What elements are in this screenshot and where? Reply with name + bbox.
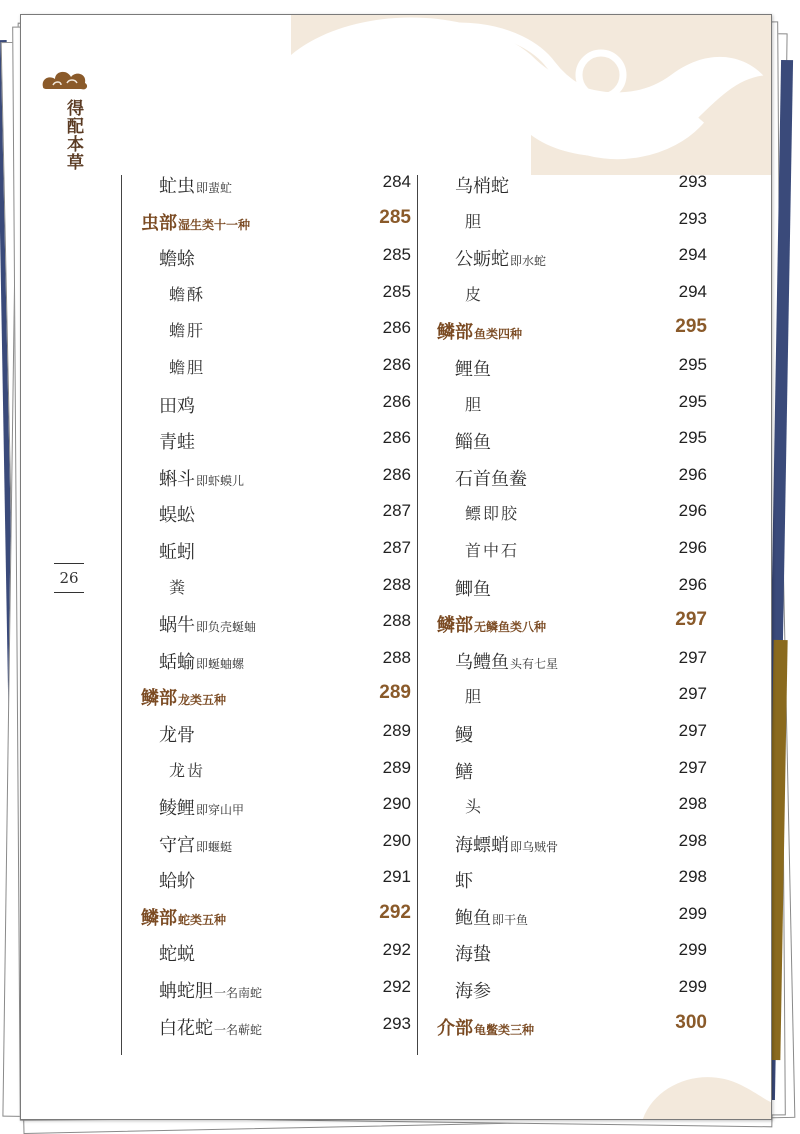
- cloud-pattern-decoration: [271, 15, 771, 175]
- entry-title: 乌鳢鱼: [455, 651, 509, 673]
- toc-entry-name: [455, 867, 473, 893]
- toc-section-heading: [141, 897, 411, 934]
- toc-entry: [437, 787, 707, 824]
- entry-title: 龙齿: [169, 760, 206, 780]
- entry-note: 鱼类四种: [474, 327, 523, 342]
- toc-entry: [141, 568, 411, 605]
- toc-entry-name: [159, 648, 244, 674]
- toc-page-number: 300: [675, 1011, 707, 1033]
- toc-entry: [141, 860, 411, 897]
- entry-title: 鳞部: [141, 907, 177, 929]
- toc-page-number: 299: [678, 903, 707, 923]
- entry-title: 首中石: [465, 540, 520, 560]
- toc-entry: [141, 494, 411, 531]
- entry-note: 即水蛇: [510, 254, 547, 269]
- toc-page-number: 291: [382, 867, 411, 887]
- toc-entry-name: [455, 721, 473, 747]
- entry-title: 蟾蜍: [159, 249, 195, 271]
- entry-note: 即蜚虻: [196, 181, 233, 195]
- toc-entry-name: [465, 684, 483, 707]
- toc-page-number: 298: [678, 794, 707, 814]
- toc-entry: [437, 897, 707, 934]
- cloud-pattern-decoration: [641, 1065, 772, 1120]
- toc-entry-name: [437, 1014, 534, 1040]
- toc-entry-name: [159, 172, 232, 198]
- toc-column-left: [141, 165, 411, 1043]
- toc-entry-name: [465, 209, 483, 232]
- toc-entry: [437, 202, 707, 239]
- toc-entry-name: [465, 392, 483, 415]
- toc-entry: [437, 275, 707, 312]
- toc-page-number: 289: [382, 720, 411, 740]
- toc-entry: [437, 458, 707, 495]
- entry-title: 皮: [465, 284, 484, 304]
- book-title-vertical: 得配本草: [63, 99, 83, 171]
- entry-title: 胆: [465, 687, 484, 707]
- toc-entry-name: [465, 282, 483, 305]
- toc-page-number: 285: [382, 281, 411, 301]
- toc-entry: [437, 568, 707, 605]
- entry-note: 即干鱼: [492, 912, 529, 927]
- entry-title: 鳞部: [141, 688, 177, 710]
- toc-page-number: 294: [678, 245, 707, 265]
- entry-title: 蝌斗: [159, 468, 195, 490]
- entry-note: 头有七星: [510, 656, 559, 671]
- toc-page-number: 286: [382, 318, 411, 338]
- entry-title: 蛤蚧: [159, 871, 195, 893]
- toc-entry: [437, 238, 707, 275]
- toc-entry-name: [159, 1014, 262, 1040]
- auspicious-cloud-icon: [39, 67, 91, 95]
- toc-page-number: 294: [678, 281, 707, 301]
- entry-title: 鲻鱼: [455, 432, 491, 454]
- toc-entry: [141, 641, 411, 678]
- toc-page-number: 298: [678, 867, 707, 887]
- toc-page-number: 298: [678, 830, 707, 850]
- column-divider: [417, 175, 418, 1055]
- toc-entry: [437, 494, 707, 531]
- toc-entry: [141, 458, 411, 495]
- entry-note: 即负壳蜒蚰: [196, 620, 257, 635]
- toc-page-number: 285: [379, 206, 411, 228]
- entry-note: 即虾蟆儿: [196, 473, 245, 488]
- toc-entry-name: [169, 758, 205, 781]
- entry-title: 胆: [465, 211, 484, 231]
- toc-entry: [141, 787, 411, 824]
- toc-page-number: 284: [382, 172, 411, 191]
- entry-note: 即蜒蚰螺: [196, 656, 245, 671]
- toc-entry-name: [159, 428, 195, 454]
- entry-title: 蛞蝓: [159, 651, 195, 673]
- toc-page-number: 296: [678, 574, 707, 594]
- entry-title: 胆: [465, 394, 484, 414]
- entry-note: 蛇类五种: [178, 912, 227, 927]
- entry-title: 鲤鱼: [455, 358, 491, 380]
- toc-entry-name: [455, 575, 491, 601]
- toc-page-number: 287: [382, 501, 411, 521]
- toc-entry-name: [159, 867, 195, 893]
- toc-entry: [141, 970, 411, 1007]
- toc-entry: [437, 751, 707, 788]
- entry-note: 即乌贼骨: [510, 839, 559, 854]
- entry-title: 白花蛇: [159, 1017, 213, 1039]
- toc-page-number: 296: [678, 537, 707, 557]
- toc-entry-name: [169, 318, 205, 341]
- entry-title: 龙骨: [159, 724, 195, 746]
- toc-page-number: 285: [382, 245, 411, 265]
- entry-title: 虾: [455, 871, 473, 893]
- toc-entry: [437, 860, 707, 897]
- toc-page-number: 292: [382, 940, 411, 960]
- toc-entry: [141, 348, 411, 385]
- toc-page-number: 289: [382, 757, 411, 777]
- toc-page-number: 297: [678, 647, 707, 667]
- toc-entry: [141, 1007, 411, 1044]
- toc-section-heading: [437, 1007, 707, 1044]
- toc-entry-name: [455, 355, 491, 381]
- toc-entry: [141, 933, 411, 970]
- toc-entry-name: [455, 940, 491, 966]
- entry-title: 蜗牛: [159, 615, 195, 637]
- entry-title: 田鸡: [159, 395, 195, 417]
- toc-entry-name: [159, 538, 195, 564]
- toc-entry-name: [169, 282, 205, 305]
- toc-page-number: 292: [382, 977, 411, 997]
- toc-page-number: 293: [382, 1013, 411, 1033]
- toc-entry-name: [159, 611, 256, 637]
- entry-note: 龙类五种: [178, 693, 227, 708]
- toc-entry: [141, 275, 411, 312]
- toc-entry: [437, 677, 707, 714]
- toc-entry-name: [159, 392, 195, 418]
- entry-title: 蜈蚣: [159, 505, 195, 527]
- toc-entry: [141, 604, 411, 641]
- toc-entry: [141, 165, 411, 202]
- toc-entry-name: [159, 977, 262, 1003]
- toc-page-number: 297: [678, 720, 707, 740]
- entry-note: 即蝘蜓: [196, 839, 233, 854]
- toc-page-number: 288: [382, 611, 411, 631]
- entry-note: 一名蕲蛇: [214, 1022, 263, 1037]
- page-number-box: [54, 563, 84, 593]
- toc-entry: [141, 714, 411, 751]
- entry-title: 蚺蛇胆: [159, 981, 213, 1003]
- toc-entry: [437, 933, 707, 970]
- entry-title: 海蛰: [455, 944, 491, 966]
- toc-page-number: 295: [678, 391, 707, 411]
- toc-page-number: 296: [678, 501, 707, 521]
- toc-page-number: 286: [382, 428, 411, 448]
- toc-page-number: 295: [678, 428, 707, 448]
- toc-entry: [437, 641, 707, 678]
- toc-entry-name: [455, 465, 527, 491]
- toc-column-right: [437, 165, 707, 1043]
- toc-entry-name: [159, 940, 195, 966]
- toc-entry-name: [159, 831, 232, 857]
- toc-entry-name: [141, 209, 250, 235]
- toc-entry: [141, 751, 411, 788]
- toc-entry-name: [455, 904, 528, 930]
- column-divider: [121, 175, 122, 1055]
- toc-section-heading: [437, 604, 707, 641]
- toc-entry-name: [465, 501, 519, 524]
- toc-entry: [437, 165, 707, 202]
- toc-entry-name: [159, 465, 244, 491]
- toc-page-number: 299: [678, 977, 707, 997]
- toc-entry: [437, 385, 707, 422]
- entry-title: 鲍鱼: [455, 907, 491, 929]
- entry-title: 鳝: [455, 761, 473, 783]
- entry-note: 湿生类十一种: [178, 217, 251, 232]
- toc-entry: [437, 348, 707, 385]
- toc-page-number: 287: [382, 537, 411, 557]
- toc-entry-name: [455, 831, 558, 857]
- toc-entry-name: [169, 355, 205, 378]
- toc-page-number: 293: [678, 172, 707, 191]
- toc-entry-name: [437, 318, 522, 344]
- toc-entry-name: [455, 648, 558, 674]
- toc-entry-name: [141, 904, 226, 930]
- toc-entry: [437, 421, 707, 458]
- toc-entry-name: [465, 538, 519, 561]
- entry-title: 粪: [169, 577, 188, 597]
- entry-title: 头: [465, 797, 484, 817]
- book-page: [20, 14, 772, 1120]
- toc-page-number: 292: [379, 901, 411, 923]
- entry-note: 无鳞鱼类八种: [474, 620, 547, 635]
- toc-entry-name: [141, 684, 226, 710]
- entry-title: 虻虫: [159, 176, 195, 197]
- toc-page-number: 288: [382, 647, 411, 667]
- toc-page-number: 290: [382, 830, 411, 850]
- entry-title: 鲮鲤: [159, 798, 195, 820]
- toc-page-number: 297: [678, 684, 707, 704]
- toc-entry-name: [455, 977, 491, 1003]
- toc-entry: [437, 970, 707, 1007]
- toc-entry-name: [455, 758, 473, 784]
- entry-title: 蛇蜕: [159, 944, 195, 966]
- entry-title: 公蛎蛇: [455, 249, 509, 271]
- entry-title: 蟾酥: [169, 284, 206, 304]
- toc-section-heading: [141, 677, 411, 714]
- toc-entry: [437, 531, 707, 568]
- entry-title: 蟾肝: [169, 321, 206, 341]
- toc-page-number: 295: [678, 354, 707, 374]
- toc-page-number: 290: [382, 794, 411, 814]
- toc-entry-name: [159, 721, 195, 747]
- entry-note: 龟鳖类三种: [474, 1022, 535, 1037]
- toc-entry: [141, 385, 411, 422]
- entry-title: 海螵蛸: [455, 834, 509, 856]
- entry-title: 蚯蚓: [159, 541, 195, 563]
- toc-entry-name: [437, 611, 546, 637]
- toc-page-number: 297: [675, 609, 707, 631]
- toc-entry-name: [455, 245, 546, 271]
- entry-title: 鳞部: [437, 615, 473, 637]
- entry-title: 石首鱼鲞: [455, 468, 527, 490]
- entry-title: 鳞部: [437, 322, 473, 344]
- toc-page-number: 297: [678, 757, 707, 777]
- entry-title: 介部: [437, 1017, 473, 1039]
- toc-entry: [437, 714, 707, 751]
- toc-entry-name: [455, 428, 491, 454]
- entry-title: 守宫: [159, 834, 195, 856]
- entry-title: 虫部: [141, 212, 177, 234]
- toc-page-number: 286: [382, 391, 411, 411]
- toc-entry-name: [169, 575, 187, 598]
- toc-entry: [437, 824, 707, 861]
- entry-title: 乌梢蛇: [455, 176, 509, 197]
- toc-entry: [141, 311, 411, 348]
- toc-entry: [141, 238, 411, 275]
- toc-page-number: 286: [382, 354, 411, 374]
- entry-title: 鳗: [455, 724, 473, 746]
- toc-page-number: 299: [678, 940, 707, 960]
- toc-page-number: 295: [675, 316, 707, 338]
- toc-entry-name: [159, 794, 244, 820]
- toc-entry-name: [455, 172, 509, 198]
- toc-page-number: 288: [382, 574, 411, 594]
- entry-title: 鳔即胶: [465, 504, 520, 524]
- toc-entry: [141, 824, 411, 861]
- toc-page-number: 289: [379, 682, 411, 704]
- toc-page-number: 293: [678, 208, 707, 228]
- entry-note: 一名南蛇: [214, 986, 263, 1001]
- toc-page-number: 296: [678, 464, 707, 484]
- entry-title: 蟾胆: [169, 357, 206, 377]
- entry-note: 即穿山甲: [196, 803, 245, 818]
- entry-title: 青蛙: [159, 432, 195, 454]
- entry-title: 鲫鱼: [455, 578, 491, 600]
- toc-page-number: 286: [382, 464, 411, 484]
- toc-section-heading: [141, 202, 411, 239]
- toc-entry-name: [159, 245, 195, 271]
- entry-title: 海参: [455, 981, 491, 1003]
- toc-section-heading: [437, 311, 707, 348]
- page-number: 26: [59, 569, 79, 587]
- toc-entry-name: [159, 501, 195, 527]
- toc-entry: [141, 421, 411, 458]
- toc-entry-name: [465, 794, 483, 817]
- toc-entry: [141, 531, 411, 568]
